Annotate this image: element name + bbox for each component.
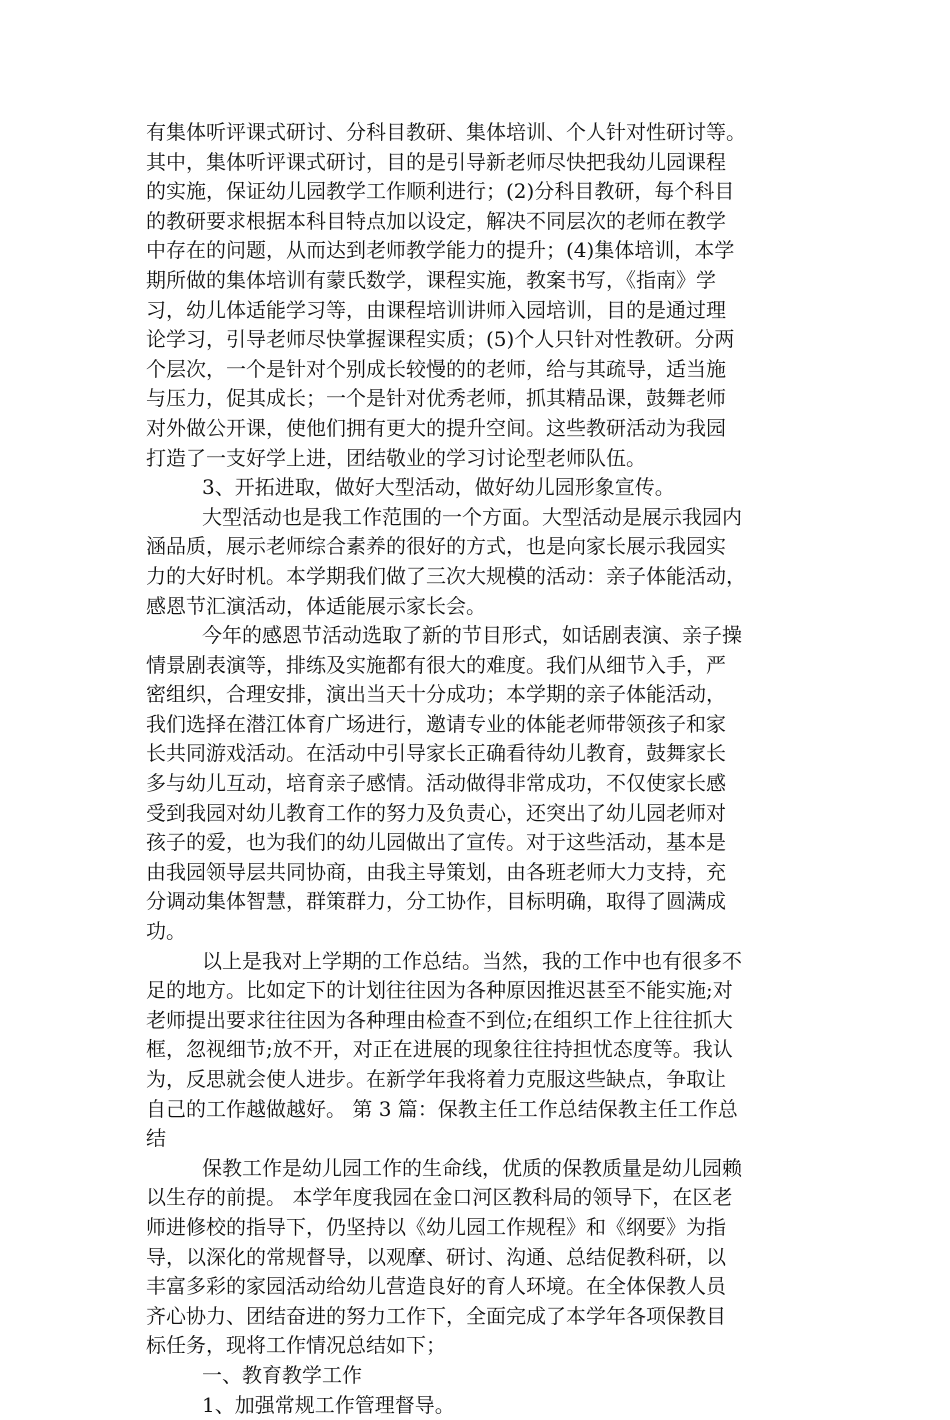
text-line: 由我园领导层共同协商，由我主导策划，由各班老师大力支持，充 bbox=[146, 859, 726, 884]
text-line: 功。 bbox=[146, 919, 186, 944]
text-line: 大型活动也是我工作范围的一个方面。大型活动是展示我园内 bbox=[202, 504, 742, 529]
text-line: 感恩节汇演活动，体适能展示家长会。 bbox=[146, 593, 486, 618]
text-line: 情景剧表演等，排练及实施都有很大的难度。我们从细节入手，严 bbox=[146, 652, 726, 677]
text-line: 的教研要求根据本科目特点加以设定，解决不同层次的老师在教学 bbox=[146, 208, 726, 233]
text-line: 多与幼儿互动，培育亲子感情。活动做得非常成功，不仅使家长感 bbox=[146, 771, 726, 796]
text-line: 3、开拓进取，做好大型活动，做好幼儿园形象宣传。 bbox=[202, 475, 675, 500]
text-line: 打造了一支好学上进，团结敬业的学习讨论型老师队伍。 bbox=[146, 445, 646, 470]
text-line: 受到我园对幼儿教育工作的努力及负责心，还突出了幼儿园老师对 bbox=[146, 800, 726, 825]
text-line: 涵品质，展示老师综合素养的很好的方式，也是向家长展示我园实 bbox=[146, 534, 726, 559]
text-line: 导，以深化的常规督导，以观摩、研讨、沟通、总结促教科研，以 bbox=[146, 1244, 726, 1269]
text-line: 一、教育教学工作 bbox=[202, 1362, 362, 1387]
text-line: 以上是我对上学期的工作总结。当然，我的工作中也有很多不 bbox=[202, 948, 742, 973]
text-line: 师进修校的指导下，仍坚持以《幼儿园工作规程》和《纲要》为指 bbox=[146, 1214, 726, 1239]
text-line: 个层次，一个是针对个别成长较慢的的老师，给与其疏导，适当施 bbox=[146, 356, 726, 381]
text-line: 中存在的问题，从而达到老师教学能力的提升；(4)集体培训，本学 bbox=[146, 238, 735, 263]
text-line: 自己的工作越做越好。 第 3 篇：保教主任工作总结保教主任工作总 bbox=[146, 1096, 738, 1121]
text-line: 标任务，现将工作情况总结如下； bbox=[146, 1333, 446, 1358]
text-line: 习，幼儿体适能学习等，由课程培训讲师入园培训，目的是通过理 bbox=[146, 297, 726, 322]
text-line: 分调动集体智慧，群策群力，分工协作，目标明确，取得了圆满成 bbox=[146, 889, 726, 914]
text-line: 以生存的前提。 本学年度我园在金口河区教科局的领导下，在区老 bbox=[146, 1185, 733, 1210]
text-line: 齐心协力、团结奋进的努力工作下，全面完成了本学年各项保教目 bbox=[146, 1303, 726, 1328]
text-line: 我们选择在潜江体育广场进行，邀请专业的体能老师带领孩子和家 bbox=[146, 711, 726, 736]
document-body bbox=[146, 118, 816, 1420]
text-line: 今年的感恩节活动选取了新的节目形式，如话剧表演、亲子操 bbox=[202, 623, 742, 648]
text-line: 孩子的爱，也为我们的幼儿园做出了宣传。对于这些活动，基本是 bbox=[146, 830, 726, 855]
text-line: 老师提出要求往往因为各种理由检查不到位;在组织工作上往往抓大 bbox=[146, 1007, 733, 1032]
text-line: 长共同游戏活动。在活动中引导家长正确看待幼儿教育，鼓舞家长 bbox=[146, 741, 726, 766]
text-line: 的实施，保证幼儿园教学工作顺利进行；(2)分科目教研，每个科目 bbox=[146, 179, 735, 204]
text-line: 力的大好时机。本学期我们做了三次大规模的活动：亲子体能活动， bbox=[146, 563, 746, 588]
text-line: 结 bbox=[146, 1126, 166, 1151]
text-line: 密组织，合理安排，演出当天十分成功；本学期的亲子体能活动， bbox=[146, 682, 726, 707]
text-line: 论学习，引导老师尽快掌握课程实质；(5)个人只针对性教研。分两 bbox=[146, 327, 735, 352]
text-line: 其中，集体听评课式研讨，目的是引导新老师尽快把我幼儿园课程 bbox=[146, 149, 726, 174]
text-line: 为，反思就会使人进步。在新学年我将着力克服这些缺点，争取让 bbox=[146, 1067, 726, 1091]
text-line: 丰富多彩的家园活动给幼儿营造良好的育人环境。在全体保教人员 bbox=[146, 1274, 726, 1299]
text-line: 与压力，促其成长；一个是针对优秀老师，抓其精品课，鼓舞老师 bbox=[146, 386, 726, 411]
text-line: 有集体听评课式研讨、分科目教研、集体培训、个人针对性研讨等。 bbox=[146, 120, 746, 144]
text-line: 保教工作是幼儿园工作的生命线，优质的保教质量是幼儿园赖 bbox=[202, 1155, 742, 1180]
text-line: 1、加强常规工作管理督导。 bbox=[202, 1392, 455, 1417]
text-line: 足的地方。比如定下的计划往往因为各种原因推迟甚至不能实施;对 bbox=[146, 978, 733, 1003]
text-line: 对外做公开课，使他们拥有更大的提升空间。这些教研活动为我园 bbox=[146, 415, 726, 440]
text-line: 期所做的集体培训有蒙氏数学，课程实施，教案书写，《指南》学 bbox=[146, 267, 716, 292]
text-line: 框，忽视细节;放不开，对正在进展的现象往往持担忧态度等。我认 bbox=[146, 1037, 733, 1062]
